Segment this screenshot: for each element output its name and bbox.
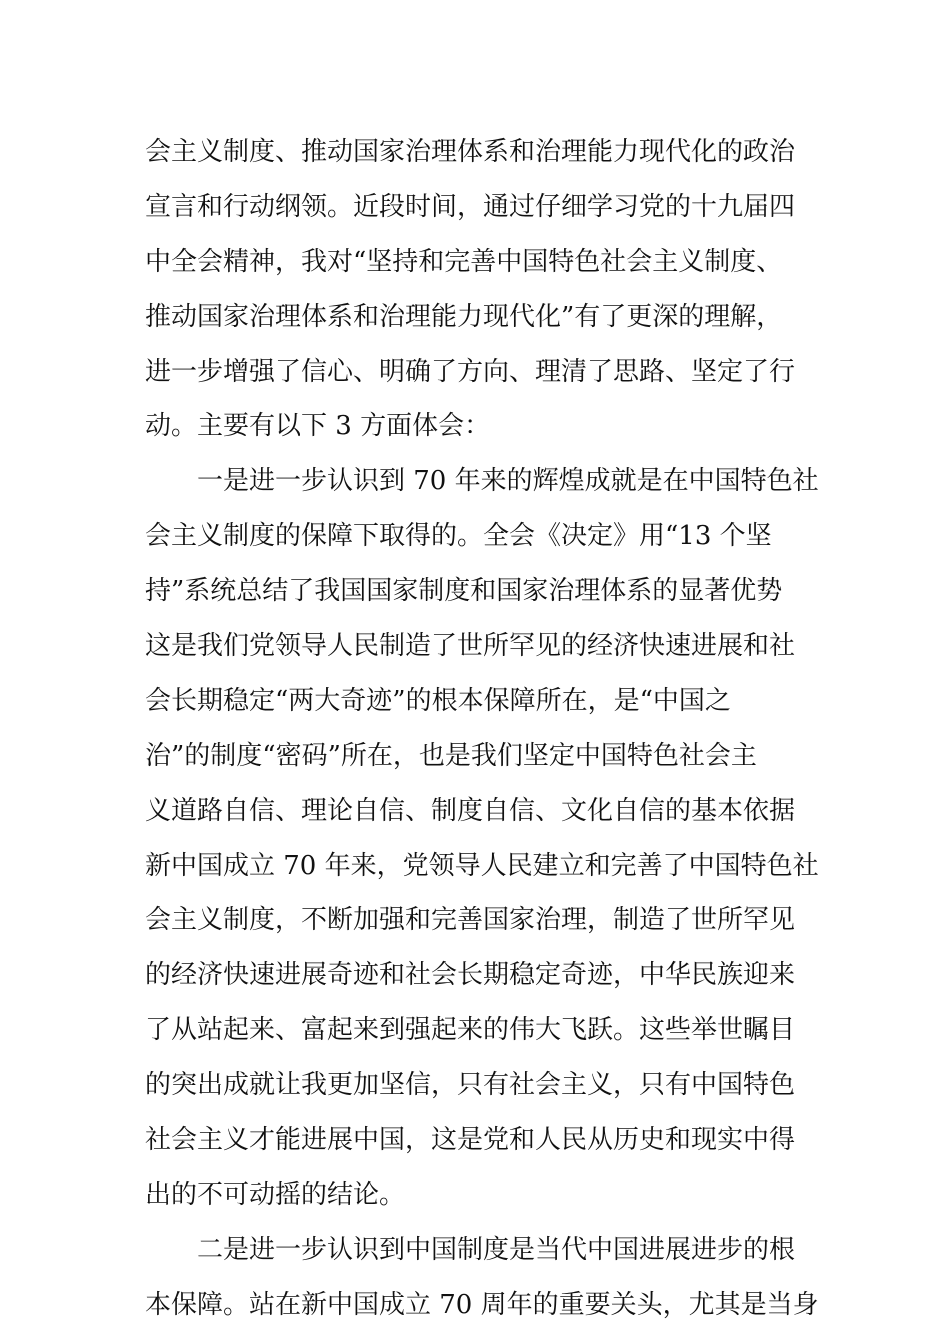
text-line: 中全会精神，我对“坚持和完善中国特色社会主义制度、	[145, 246, 783, 277]
text-line: 义道路自信、理论自信、制度自信、文化自信的基本依据	[145, 795, 796, 826]
text-line: 新中国成立 70 年来，党领导人民建立和完善了中国特色社	[145, 850, 819, 881]
text-line: 会主义制度、推动国家治理体系和治理能力现代化的政治	[145, 137, 796, 167]
text-line: 宣言和行动纲领。近段时间，通过仔细学习党的十九届四	[145, 191, 796, 222]
text-line: 会长期稳定“两大奇迹”的根本保障所在，是“中国之	[145, 685, 731, 716]
body-text	[145, 125, 819, 1333]
text-line: 的经济快速进展奇迹和社会长期稳定奇迹，中华民族迎来	[145, 960, 796, 991]
text-line: 进一步增强了信心、明确了方向、理清了思路、坚定了行	[145, 356, 796, 387]
text-line: 本保障。站在新中国成立 70 周年的重要关头，尤其是当身	[145, 1289, 819, 1320]
text-line: 会主义制度，不断加强和完善国家治理，制造了世所罕见	[145, 905, 796, 936]
text-line: 持”系统总结了我国国家制度和国家治理体系的显著优势	[145, 576, 783, 607]
text-line: 的突出成就让我更加坚信，只有社会主义，只有中国特色	[145, 1070, 796, 1101]
text-line: 这是我们党领导人民制造了世所罕见的经济快速进展和社	[145, 631, 796, 662]
text-line: 会主义制度的保障下取得的。全会《决定》用“13 个坚	[145, 521, 772, 552]
text-line: 推动国家治理体系和治理能力现代化”有了更深的理解，	[145, 301, 783, 332]
text-line: 社会主义才能进展中国，这是党和人民从历史和现实中得	[145, 1125, 796, 1156]
text-line: 了从站起来、富起来到强起来的伟大飞跃。这些举世瞩目	[145, 1015, 796, 1046]
paragraph-first-line: 一是进一步认识到 70 年来的辉煌成就是在中国特色社	[197, 466, 819, 497]
text-line: 治”的制度“密码”所在，也是我们坚定中国特色社会主	[145, 740, 757, 771]
text-line: 动。主要有以下 3 方面体会：	[145, 411, 491, 442]
text-line: 出的不可动摇的结论。	[145, 1179, 406, 1210]
paragraph-first-line: 二是进一步认识到中国制度是当代中国进展进步的根	[197, 1234, 796, 1265]
